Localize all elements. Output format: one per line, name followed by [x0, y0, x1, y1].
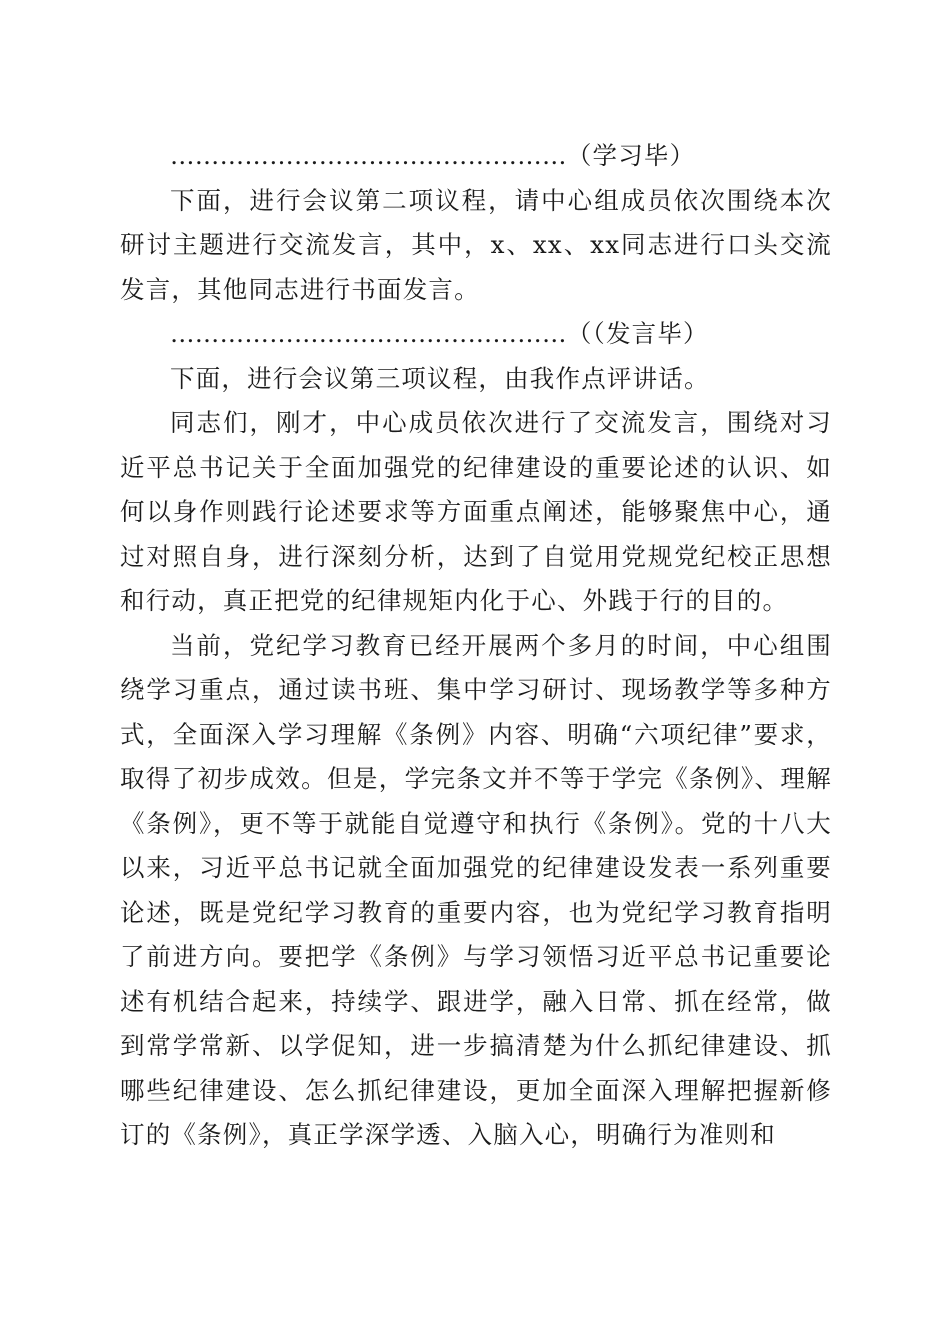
discipline-education-paragraph: 当前，党纪学习教育已经开展两个多月的时间，中心组围绕学习重点，通过读书班、集中学习研讨、现场教学等多种方式，全面深入学习理解《条例》内容、明确“六项纪律”要求，取得了初步成效。但是，学完条文并不等于学完《条例》、理解《条例》，更不等于就能自觉遵守和执行《条例》。党的十八大以来，习近平总书记就全面加强党的纪律建设发表一系列重要论述，既是党纪学习教育的重要内容，也为党纪学习教育指明了前进方向。要把学《条例》与学习领悟习近平总书记重要论述有机结合起来，持续学、跟进学，融入日常、抓在经常，做到常学常新、以学促知，进一步搞清楚为什么抓纪律建设、抓哪些纪律建设、怎么抓纪律建设，更加全面深入理解把握新修订的《条例》，真正学深学透、入脑入心，明确行为准则和: [120, 630, 832, 1149]
marker-label: （学习毕）: [566, 141, 696, 170]
study-complete-marker: [120, 134, 832, 179]
marker-dots: …………………………………………: [170, 319, 567, 348]
document-body: [120, 134, 832, 1158]
agenda-item-three-paragraph: 下面，进行会议第三项议程，由我作点评讲话。: [170, 363, 710, 393]
agenda-item-two-paragraph: 下面，进行会议第二项议程，请中心组成员依次围绕本次研讨主题进行交流发言，其中，x、xx、xx同志进行口头交流发言，其他同志进行书面发言。: [120, 185, 832, 304]
review-paragraph: 同志们，刚才，中心成员依次进行了交流发言，围绕对习近平总书记关于全面加强党的纪律建设的重要论述的认识、如何以身作则践行论述要求等方面重点阐述，能够聚焦中心，通过对照自身，进行深刻分析，达到了自觉用党规党纪校正思想和行动，真正把党的纪律规矩内化于心、外践于行的目的。: [120, 408, 832, 615]
marker-dots: …………………………………………: [170, 141, 567, 170]
marker-label: （（发言毕）: [566, 319, 709, 348]
speech-complete-marker: [120, 312, 832, 357]
